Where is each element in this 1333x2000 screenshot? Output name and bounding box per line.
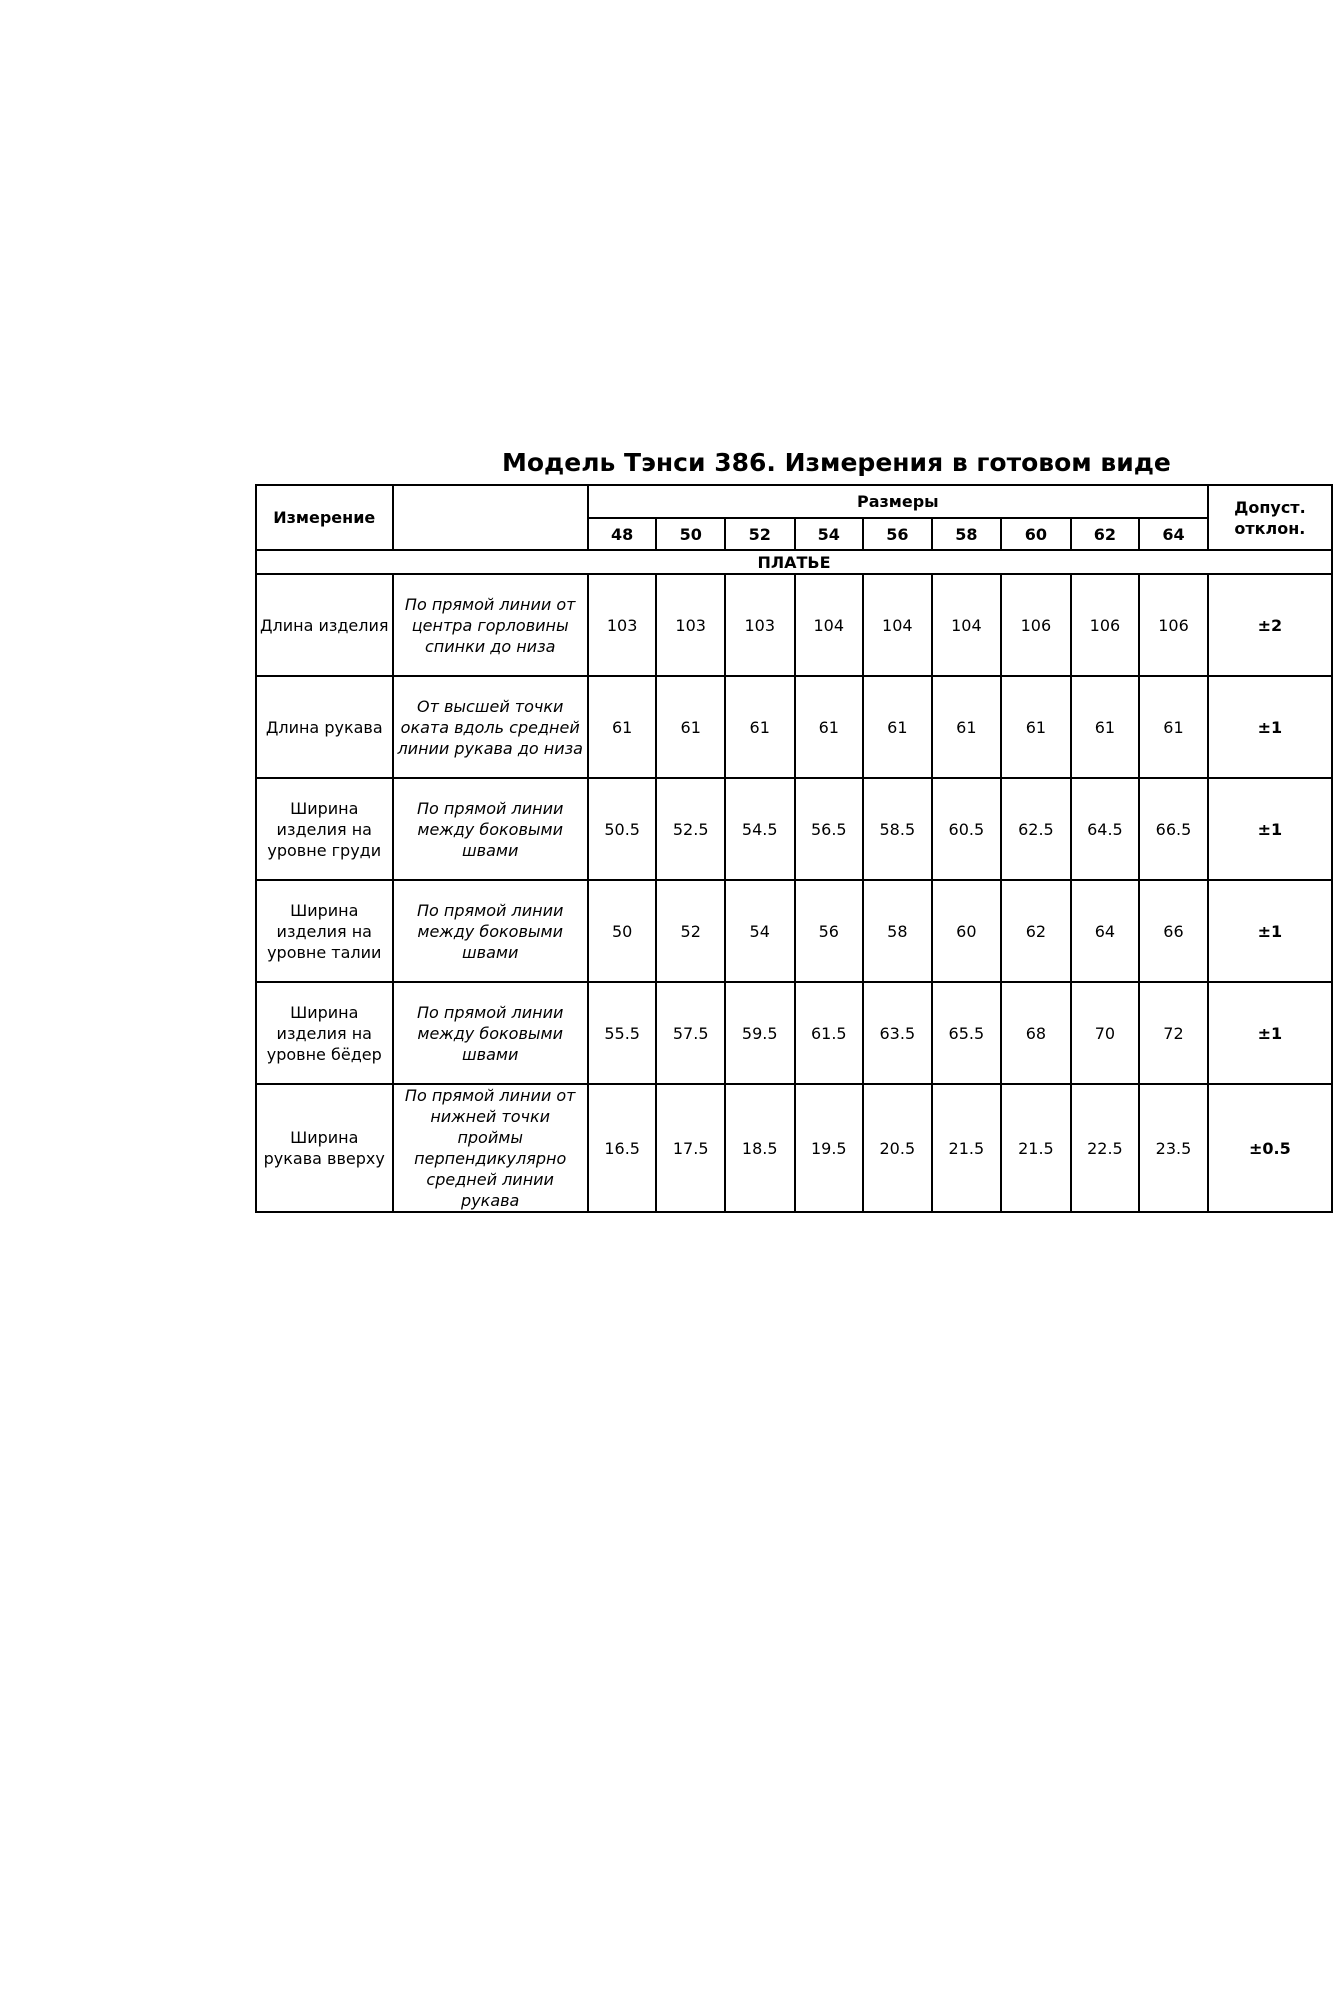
size-header: 58 <box>932 518 1002 550</box>
size-value: 18.5 <box>725 1084 795 1212</box>
size-header: 52 <box>725 518 795 550</box>
table-title: Модель Тэнси 386. Измерения в готовом виде <box>502 448 1171 477</box>
measurement-description: От высшей точки оката вдоль средней линии рукава до низа <box>393 676 588 778</box>
size-value: 104 <box>795 574 864 676</box>
size-header: 56 <box>863 518 932 550</box>
size-value: 103 <box>725 574 795 676</box>
size-value: 63.5 <box>863 982 932 1084</box>
table-row <box>256 1084 1332 1212</box>
measurement-description: По прямой линии между боковыми швами <box>393 880 588 982</box>
table-row <box>256 676 1332 778</box>
size-value: 19.5 <box>795 1084 864 1212</box>
header-sizes: Размеры <box>588 485 1208 518</box>
size-value: 22.5 <box>1071 1084 1140 1212</box>
measurement-description: По прямой линии от нижней точки проймы перпендикулярно средней линии рукава <box>393 1084 588 1212</box>
tolerance-value: ±1 <box>1208 676 1332 778</box>
measurement-name: Ширина изделия на уровне бёдер <box>256 982 393 1084</box>
size-value: 61 <box>1139 676 1208 778</box>
size-value: 58.5 <box>863 778 932 880</box>
size-value: 66.5 <box>1139 778 1208 880</box>
measurement-name: Длина рукава <box>256 676 393 778</box>
size-value: 56.5 <box>795 778 864 880</box>
size-value: 16.5 <box>588 1084 657 1212</box>
header-measurement: Измерение <box>256 485 393 550</box>
size-value: 61 <box>1071 676 1140 778</box>
size-value: 62 <box>1001 880 1071 982</box>
size-value: 54 <box>725 880 795 982</box>
size-value: 20.5 <box>863 1084 932 1212</box>
size-value: 56 <box>795 880 864 982</box>
size-value: 66 <box>1139 880 1208 982</box>
size-header: 62 <box>1071 518 1140 550</box>
size-header: 50 <box>656 518 725 550</box>
tolerance-value: ±0.5 <box>1208 1084 1332 1212</box>
size-value: 21.5 <box>1001 1084 1071 1212</box>
size-value: 54.5 <box>725 778 795 880</box>
table-row <box>256 574 1332 676</box>
size-value: 58 <box>863 880 932 982</box>
size-value: 62.5 <box>1001 778 1071 880</box>
measurement-description: По прямой линии от центра горловины спинки до низа <box>393 574 588 676</box>
size-value: 61 <box>725 676 795 778</box>
size-value: 72 <box>1139 982 1208 1084</box>
size-value: 23.5 <box>1139 1084 1208 1212</box>
size-header: 54 <box>795 518 864 550</box>
size-value: 64.5 <box>1071 778 1140 880</box>
size-value: 106 <box>1139 574 1208 676</box>
measurement-name: Ширина рукава вверху <box>256 1084 393 1212</box>
table-row <box>256 778 1332 880</box>
tolerance-value: ±2 <box>1208 574 1332 676</box>
size-value: 57.5 <box>656 982 725 1084</box>
size-value: 65.5 <box>932 982 1002 1084</box>
size-value: 61 <box>656 676 725 778</box>
size-value: 104 <box>932 574 1002 676</box>
measurement-name: Ширина изделия на уровне груди <box>256 778 393 880</box>
tolerance-value: ±1 <box>1208 982 1332 1084</box>
tolerance-value: ±1 <box>1208 778 1332 880</box>
size-value: 52.5 <box>656 778 725 880</box>
size-header: 48 <box>588 518 657 550</box>
size-value: 64 <box>1071 880 1140 982</box>
size-value: 50.5 <box>588 778 657 880</box>
size-value: 17.5 <box>656 1084 725 1212</box>
size-value: 61 <box>863 676 932 778</box>
section-label: ПЛАТЬЕ <box>256 550 1332 574</box>
size-value: 68 <box>1001 982 1071 1084</box>
size-value: 61 <box>795 676 864 778</box>
measurement-name: Длина изделия <box>256 574 393 676</box>
size-value: 60 <box>932 880 1002 982</box>
measurements-table <box>255 484 1333 1213</box>
size-value: 103 <box>588 574 657 676</box>
measurement-name: Ширина изделия на уровне талии <box>256 880 393 982</box>
measurement-description: По прямой линии между боковыми швами <box>393 778 588 880</box>
size-value: 70 <box>1071 982 1140 1084</box>
size-value: 50 <box>588 880 657 982</box>
size-value: 106 <box>1001 574 1071 676</box>
size-value: 106 <box>1071 574 1140 676</box>
size-value: 55.5 <box>588 982 657 1084</box>
header-tolerance: Допуст. отклон. <box>1208 485 1332 550</box>
size-value: 61 <box>932 676 1002 778</box>
size-value: 60.5 <box>932 778 1002 880</box>
header-description <box>393 485 588 550</box>
size-value: 104 <box>863 574 932 676</box>
tolerance-value: ±1 <box>1208 880 1332 982</box>
size-value: 21.5 <box>932 1084 1002 1212</box>
size-header: 64 <box>1139 518 1208 550</box>
size-value: 61 <box>1001 676 1071 778</box>
size-value: 103 <box>656 574 725 676</box>
size-value: 61 <box>588 676 657 778</box>
size-value: 61.5 <box>795 982 864 1084</box>
size-header: 60 <box>1001 518 1071 550</box>
size-value: 52 <box>656 880 725 982</box>
size-value: 59.5 <box>725 982 795 1084</box>
measurement-description: По прямой линии между боковыми швами <box>393 982 588 1084</box>
table-row <box>256 982 1332 1084</box>
table-row <box>256 880 1332 982</box>
